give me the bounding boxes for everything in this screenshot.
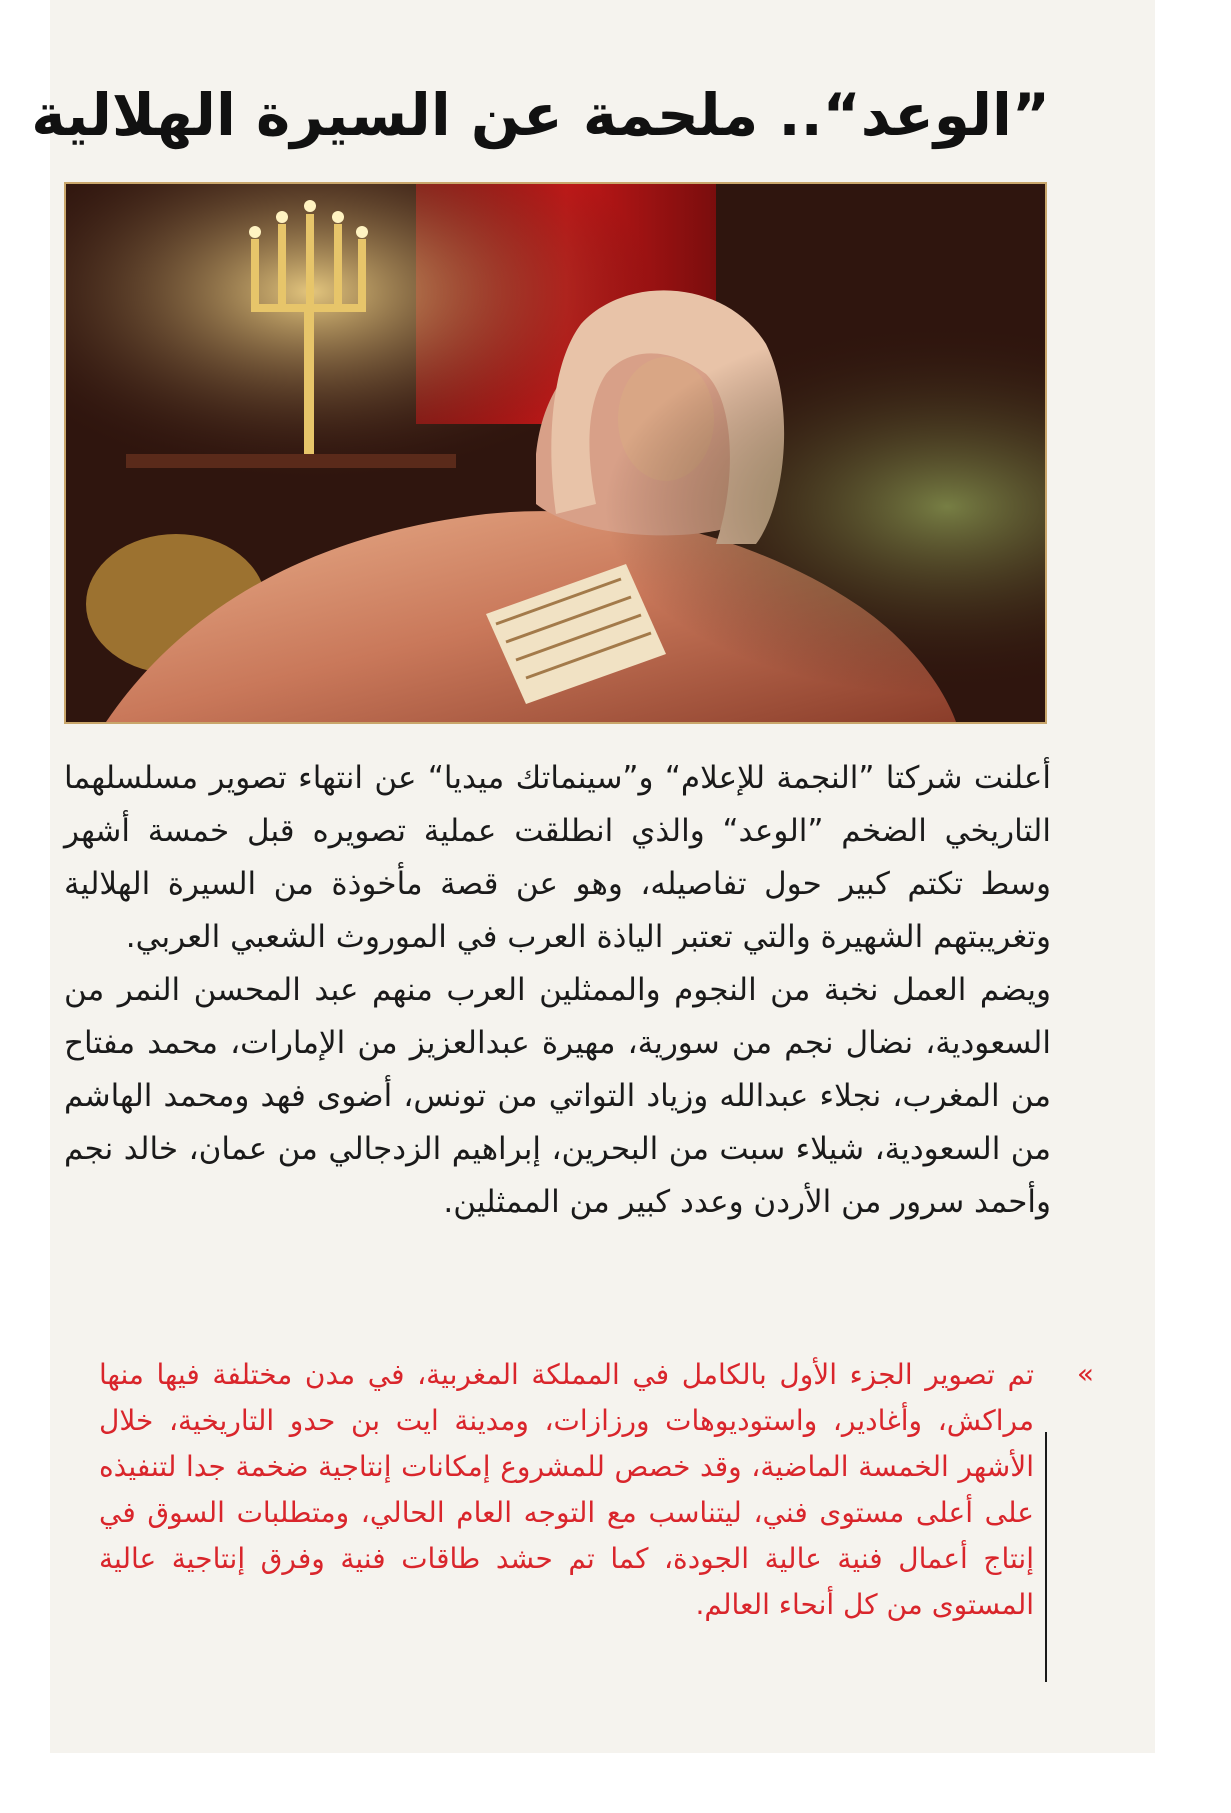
quote-divider bbox=[1045, 1432, 1047, 1682]
quote-marker-icon: » bbox=[1076, 1357, 1094, 1390]
article-headline: ”الوعد“.. ملحمة عن السيرة الهلالية bbox=[31, 81, 1050, 149]
actress-in-costume-photo bbox=[66, 184, 1045, 722]
pull-quote-text: تم تصوير الجزء الأول بالكامل في المملكة المغربية، في مدن مختلفة فيها منها مراكش، وأغادير، واستوديوهات ورزازات، ومدينة ايت بن حدو التاريخية، خلال الأشهر الخمسة الماضية، وقد خصص للمشروع إمكانات إنتاجية ضخمة جدا لتنفيذه على أعلى مستوى فني، ليتناسب مع التوجه العام الحالي، ومتطلبات السوق في إنتاج أعمال فنية عالية الجودة، كما تم حشد طاقات فنية وفرق إنتاجية عالية المستوى من كل أنحاء العالم. bbox=[99, 1358, 1034, 1621]
article-photo bbox=[64, 182, 1047, 724]
article-body bbox=[64, 752, 1051, 1229]
article-paragraph-2: ويضم العمل نخبة من النجوم والممثلين العرب منهم عبد المحسن النمر من السعودية، نضال نجم من سورية، مهيرة عبدالعزيز من الإمارات، محمد مفتاح من المغرب، نجلاء عبدالله وزياد التواتي من تونس، أضوى فهد ومحمد الهاشم من السعودية، شيلاء سبت من البحرين، إبراهيم الزدجالي من عمان، خالد نجم وأحمد سرور من الأردن وعدد كبير من الممثلين. bbox=[64, 972, 1051, 1220]
pull-quote bbox=[64, 1352, 1094, 1692]
article-paragraph-1: أعلنت شركتا ”النجمة للإعلام“ و”سينماتك ميديا“ عن انتهاء تصوير مسلسلهما التاريخي الضخم ”الوعد“ والذي انطلقت عملية تصويره قبل خمسة أشهر وسط تكتم كبير حول تفاصيله، وهو عن قصة مأخوذة من السيرة الهلالية وتغريبتهم الشهيرة والتي تعتبر الياذة العرب في الموروث الشعبي العربي. bbox=[64, 760, 1051, 955]
